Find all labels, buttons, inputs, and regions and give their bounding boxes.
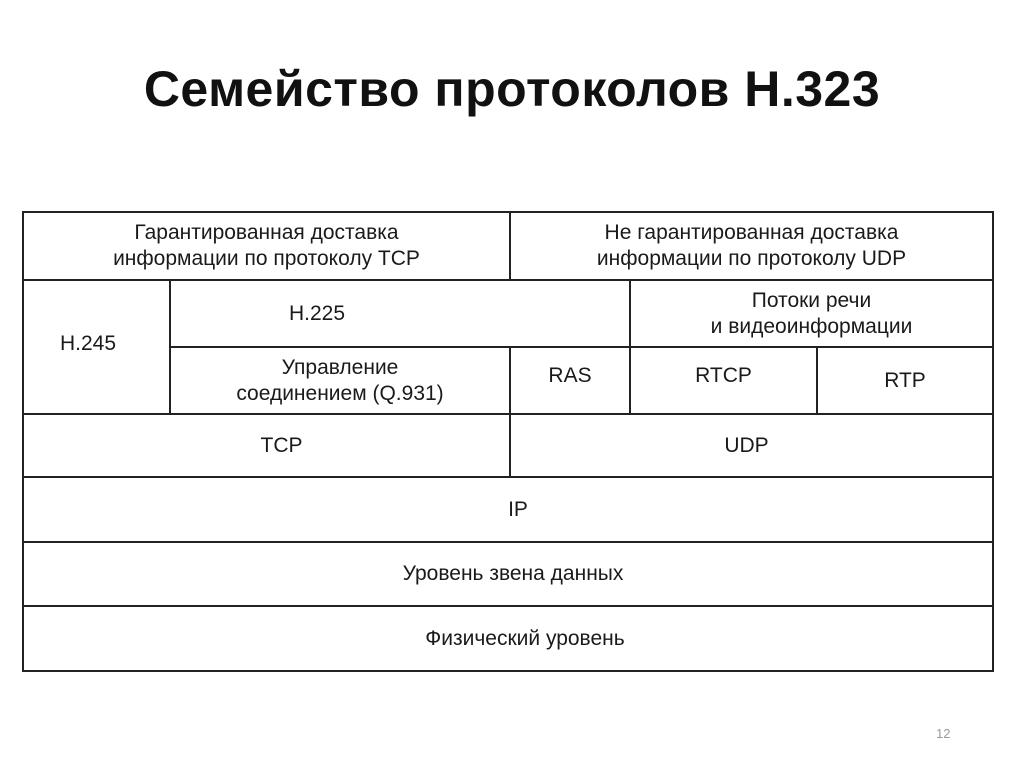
h245-label: Н.245: [60, 332, 117, 355]
tcp-delivery-label: Гарантированная доставка информации по протоколу ТСР: [113, 221, 420, 270]
h245-cell: [24, 281, 169, 413]
rtcp-cell: [631, 348, 816, 413]
rtcp-label: RTCP: [695, 363, 752, 387]
data-link-cell: [24, 543, 992, 605]
media-streams-label: Потоки речи и видеоинформации: [710, 288, 913, 338]
page-number: 12: [936, 726, 951, 741]
udp-cell: [511, 415, 992, 476]
h225-cell: [171, 281, 629, 346]
ras-label: RAS: [548, 363, 592, 387]
h323-protocol-stack-diagram: [22, 211, 994, 672]
udp-label: UDP: [724, 433, 769, 457]
tcp-delivery-cell: [24, 213, 509, 279]
ip-cell: [24, 478, 992, 541]
tcp-cell: [24, 415, 509, 476]
rtp-label: RTP: [884, 368, 926, 392]
h225-label: Н.225: [289, 301, 346, 325]
physical-cell: [24, 607, 992, 670]
ras-cell: [511, 348, 629, 413]
udp-delivery-label: Не гарантированная доставка информации по протоколу UDP: [596, 221, 907, 270]
slide-title: Семейство протоколов Н.323: [143, 61, 881, 117]
ip-label: IP: [508, 497, 528, 521]
tcp-label: ТСР: [260, 433, 303, 457]
call-control-cell: [171, 348, 509, 413]
data-link-label: Уровень звена данных: [402, 562, 624, 585]
rtp-cell: [818, 348, 992, 413]
physical-label: Физический уровень: [425, 626, 625, 650]
udp-delivery-cell: [511, 213, 992, 279]
media-streams-cell: [631, 281, 992, 346]
call-control-label: Управление соединением (Q.931): [236, 355, 444, 405]
